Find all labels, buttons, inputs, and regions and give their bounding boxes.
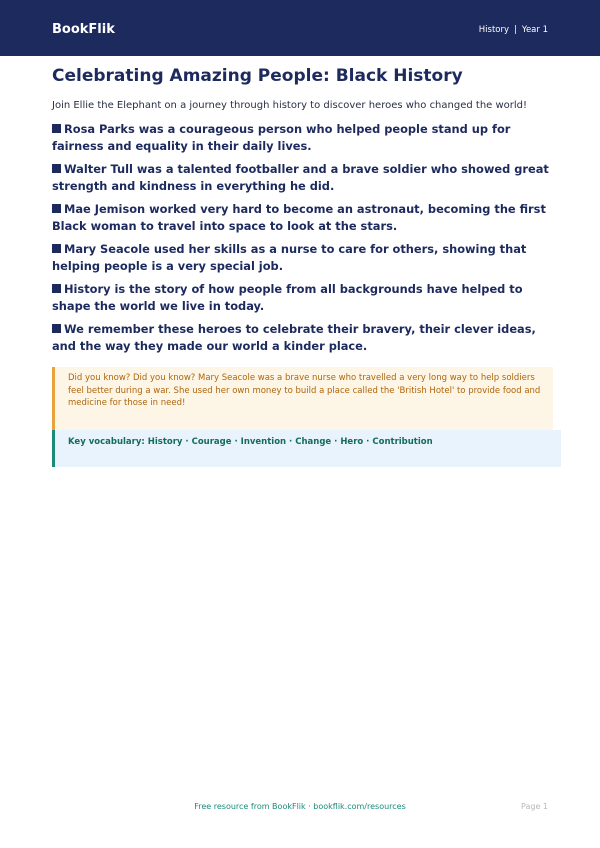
page-number: Page 1 — [521, 802, 548, 811]
key-point — [52, 201, 552, 235]
key-point-text: History is the story of how people from all backgrounds have helped to shape the world we live in today. — [52, 282, 523, 313]
square-bullet-icon — [52, 164, 61, 173]
key-point — [52, 321, 552, 355]
page-header — [0, 0, 600, 56]
key-point — [52, 241, 552, 275]
breadcrumb — [479, 24, 548, 37]
key-point — [52, 121, 552, 155]
breadcrumb-separator: | — [514, 25, 517, 35]
key-point-text: Mae Jemison worked very hard to become an astronaut, becoming the first Black woman to travel into space to look at the stars. — [52, 202, 546, 233]
key-point — [52, 161, 552, 195]
key-vocabulary-box: Key vocabulary: History · Courage · Invention · Change · Hero · Contribution — [52, 430, 561, 467]
square-bullet-icon — [52, 324, 61, 333]
page-title: Celebrating Amazing People: Black History — [52, 66, 463, 86]
key-point-text: Rosa Parks was a courageous person who helped people stand up for fairness and equality in their daily lives. — [52, 122, 511, 153]
intro-text: Join Ellie the Elephant on a journey through history to discover heroes who changed the world! — [52, 100, 528, 111]
footer-credit[interactable]: Free resource from BookFlik · bookflik.com/resources — [194, 802, 406, 811]
key-point-text: Mary Seacole used her skills as a nurse to care for others, showing that helping people is a very special job. — [52, 242, 527, 273]
key-point-text: Walter Tull was a talented footballer and a brave soldier who showed great strength and kindness in everything he did. — [52, 162, 549, 193]
breadcrumb-subject[interactable]: History — [478, 25, 510, 35]
key-point — [52, 281, 552, 315]
brand-logo-text[interactable]: BookFlik — [52, 22, 115, 37]
square-bullet-icon — [52, 284, 61, 293]
breadcrumb-year[interactable]: Year 1 — [521, 25, 548, 35]
did-you-know-box: Did you know? Did you know? Mary Seacole was a brave nurse who travelled a very long way to help soldiers feel better during a war. She used her own money to build a place called the 'British Hotel' to provide food and medicine for those in need! — [52, 367, 553, 431]
key-point-text: We remember these heroes to celebrate their bravery, their clever ideas, and the way they made our world a kinder place. — [52, 322, 536, 353]
key-points-list — [52, 121, 552, 361]
square-bullet-icon — [52, 244, 61, 253]
square-bullet-icon — [52, 204, 61, 213]
square-bullet-icon — [52, 124, 61, 133]
